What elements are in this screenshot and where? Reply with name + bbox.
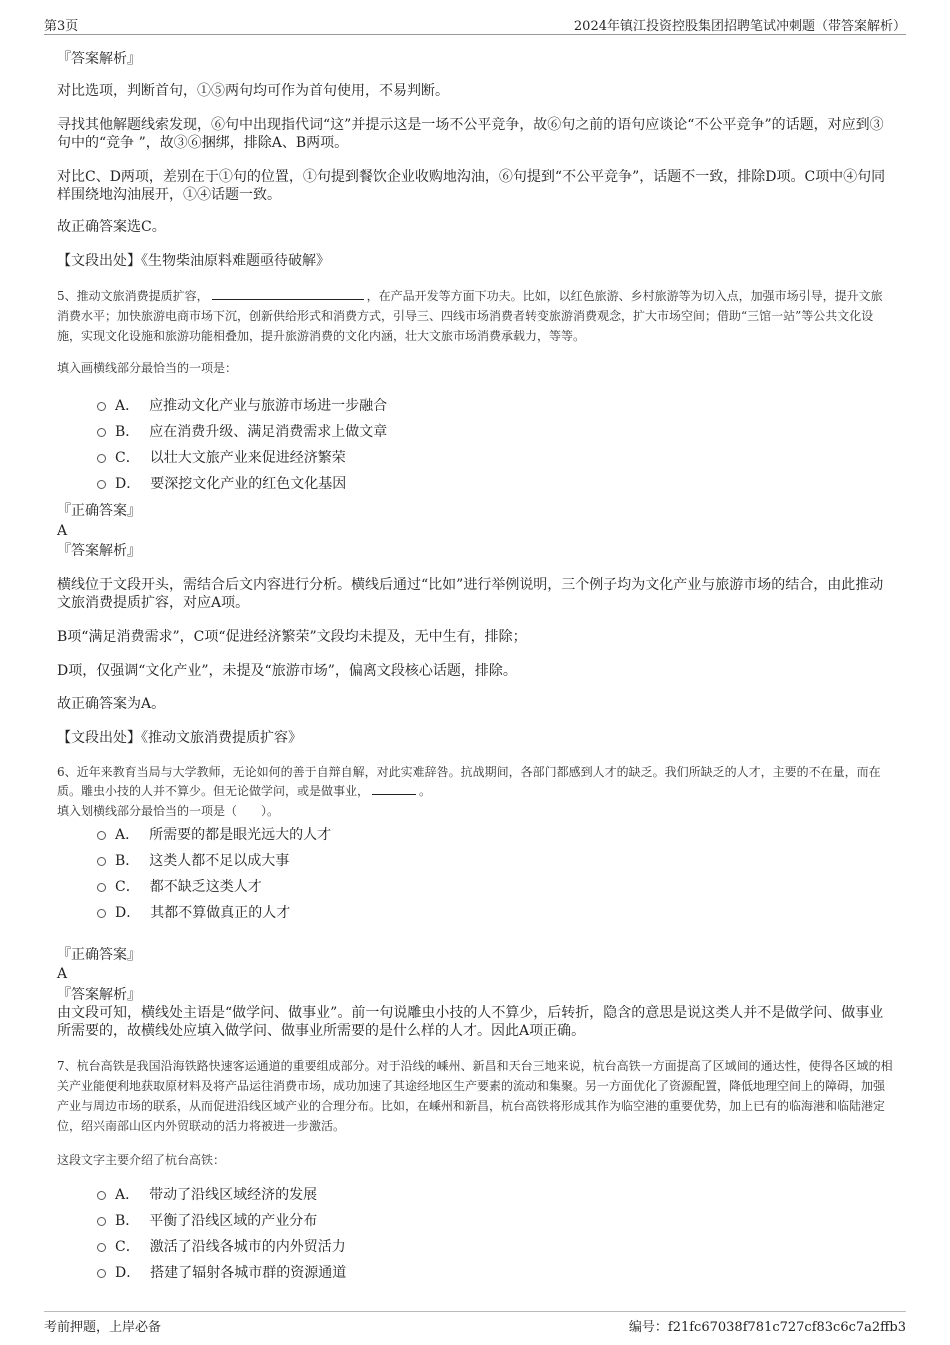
q7-prompt: 这段文字主要介绍了杭台高铁：: [57, 1153, 226, 1167]
document-title: 2024年镇江投资控股集团招聘笔试冲刺题（带答案解析）: [573, 19, 906, 34]
q7-option-a[interactable]: A． 带动了沿线区域经济的发展: [97, 1186, 317, 1204]
q6-option-c[interactable]: C． 都不缺乏这类人才: [97, 878, 262, 896]
q6-option-b[interactable]: B． 这类人都不足以成大事: [97, 852, 289, 870]
q5-option-b[interactable]: B． 应在消费升级、满足消费需求上做文章: [97, 423, 387, 441]
q4-analysis-label: 『答案解析』: [57, 51, 141, 67]
radio-icon[interactable]: [97, 1191, 106, 1200]
q5-option-d[interactable]: D． 要深挖文化产业的红色文化基因: [97, 475, 346, 493]
q6-analysis-label: 『答案解析』: [57, 987, 141, 1003]
q6-analysis-p1: 由文段可知，横线处主语是“做学问、做事业”。前一句说雕虫小技的人不算少，后转折，隐含的意思是说这类人并不是做学问、做事业所需要的，故横线处应填入做学问、做事业所需要的是什么样的人才。因此A项正确。: [57, 1005, 884, 1039]
q5-analysis-p3: D项，仅强调“文化产业”，未提及“旅游市场”，偏离文段核心话题，排除。: [57, 663, 517, 679]
radio-icon[interactable]: [97, 454, 106, 463]
q6-option-a[interactable]: A． 所需要的都是眼光远大的人才: [97, 826, 331, 844]
q7-option-b[interactable]: B． 平衡了沿线区域的产业分布: [97, 1212, 317, 1230]
q5-option-c[interactable]: C． 以壮大文旅产业来促进经济繁荣: [97, 449, 346, 467]
q6-prompt: 填入划横线部分最恰当的一项是（ ）。: [57, 804, 280, 818]
q5-analysis-label: 『答案解析』: [57, 543, 141, 559]
q7-option-c[interactable]: C． 激活了沿线各城市的内外贸活力: [97, 1238, 346, 1256]
q6-answer-label: 『正确答案』: [57, 947, 141, 963]
q5-analysis-p2: B项“满足消费需求”，C项“促进经济繁荣”文段均未提及，无中生有，排除；: [57, 629, 527, 645]
q5-answer: A: [57, 523, 68, 539]
radio-icon[interactable]: [97, 831, 106, 840]
q5-prompt: 填入画横线部分最恰当的一项是：: [57, 361, 238, 375]
q6-answer: A: [57, 966, 68, 982]
radio-icon[interactable]: [97, 883, 106, 892]
q5-stem: 5、推动文旅消费提质扩容， ，在产品开发等方面下功夫。比如，以红色旅游、乡村旅游等为切入点，加强市场引导，提升文旅消费水平；加快旅游电商市场下沉，创新供给形式和消费方式，引导三、四线市场消费者转变旅游消费观念，扩大市场空间；借助“三馆一站”等公共文化设施，实现文化设施和旅游功能相叠加，提升旅游消费的文化内涵，壮大文旅市场消费承载力，等等。: [57, 289, 883, 343]
radio-icon[interactable]: [97, 480, 106, 489]
footer-slogan: 考前押题，上岸必备: [44, 1320, 162, 1335]
radio-icon[interactable]: [97, 1217, 106, 1226]
page-number: 第3页: [44, 19, 79, 34]
q6-stem: 6、近年来教育当局与大学教师，无论如何的善于自辩自解，对此实难辞咎。抗战期间，各部门都感到人才的缺乏。我们所缺乏的人才，主要的不在量，而在质。雕虫小技的人并不算少。但无论做学问，或是做事业， 。: [57, 765, 881, 798]
q4-conclusion: 故正确答案选C。: [57, 219, 166, 235]
q7-stem: 7、杭台高铁是我国沿海铁路快速客运通道的重要组成部分。对于沿线的嵊州、新昌和天台三地来说，杭台高铁一方面提高了区域间的通达性，使得各区域的相关产业能便利地获取原材料及将产品运往消费市场，成功加速了其途经地区生产要素的流动和集聚。另一方面优化了资源配置，降低地理空间上的障碍，加强产业与周边市场的联系，从而促进沿线区域产业的合理分布。比如，在嵊州和新昌，杭台高铁将形成其作为临空港的重要优势，加上已有的临海港和临陆港定位，绍兴南部山区内外贸联动的活力将被进一步激活。: [57, 1059, 893, 1133]
q4-source: 【文段出处】《生物柴油原料难题亟待破解》: [57, 253, 330, 269]
q5-source: 【文段出处】《推动文旅消费提质扩容》: [57, 730, 302, 746]
q4-analysis-p2: 寻找其他解题线索发现，⑥句中出现指代词“这”并提示这是一场不公平竞争，故⑥句之前的语句应谈论“不公平竞争”的话题，对应到③句中的“竞争 ”，故③⑥捆绑，排除A、B两项。: [57, 117, 884, 151]
q5-option-a[interactable]: A． 应推动文化产业与旅游市场进一步融合: [97, 397, 387, 415]
radio-icon[interactable]: [97, 857, 106, 866]
q5-conclusion: 故正确答案为A。: [57, 696, 166, 712]
radio-icon[interactable]: [97, 1269, 106, 1278]
page-header: [44, 14, 906, 35]
radio-icon[interactable]: [97, 909, 106, 918]
radio-icon[interactable]: [97, 1243, 106, 1252]
q5-answer-label: 『正确答案』: [57, 503, 141, 519]
q5-analysis-p1: 横线位于文段开头，需结合后文内容进行分析。横线后通过“比如”进行举例说明，三个例子均为文化产业与旅游市场的结合，由此推动文旅消费提质扩容，对应A项。: [57, 577, 884, 611]
q5-blank: [212, 287, 364, 300]
page-footer: [44, 1311, 906, 1336]
document-id: 编号：f21fc67038f781c727cf83c6c7a2ffb3: [628, 1320, 906, 1335]
radio-icon[interactable]: [97, 402, 106, 411]
q6-blank: [372, 782, 416, 795]
q6-option-d[interactable]: D． 其都不算做真正的人才: [97, 904, 290, 922]
radio-icon[interactable]: [97, 428, 106, 437]
q4-analysis-p1: 对比选项，判断首句，①⑤两句均可作为首句使用，不易判断。: [57, 83, 449, 99]
q7-option-d[interactable]: D． 搭建了辐射各城市群的资源通道: [97, 1264, 346, 1282]
q4-analysis-p3: 对比C、D两项，差别在于①句的位置，①句提到餐饮企业收购地沟油，⑥句提到“不公平竞争”，话题不一致，排除D项。C项中④句同样围绕地沟油展开，①④话题一致。: [57, 169, 886, 203]
